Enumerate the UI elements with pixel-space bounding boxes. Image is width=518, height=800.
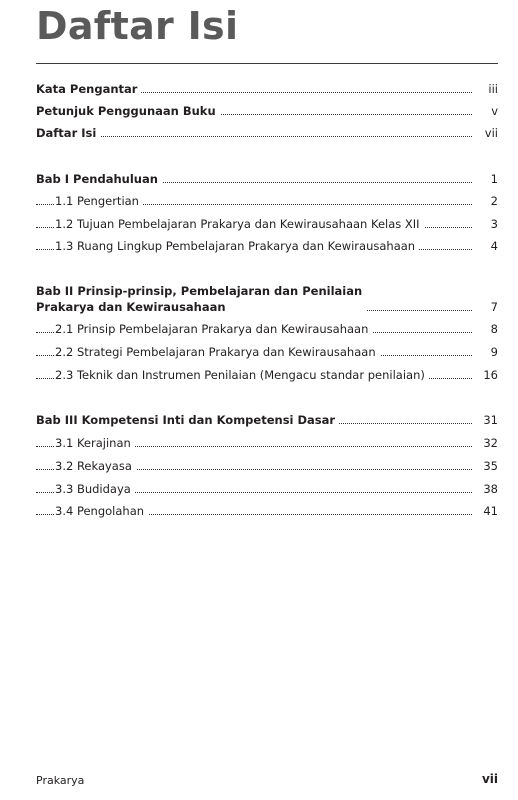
footer-book-title: Prakarya [36,774,85,787]
toc-entry-label: Petunjuk Penggunaan Buku [36,103,220,119]
toc-entry-kata-pengantar[interactable] [36,81,498,97]
toc-entry-label: Bab I Pendahuluan [36,171,162,187]
toc-entry-label-line2: Prakarya dan Kewirausahaan [36,300,226,314]
page-title: Daftar Isi [36,4,239,48]
toc-entry-page: 16 [483,368,498,382]
toc-entry-daftar-isi[interactable] [36,125,498,141]
toc-entry-1-1[interactable] [36,193,498,209]
toc-entry-label: 1.3 Ruang Lingkup Pembelajaran Prakarya dan Kewirausahaan [55,238,419,254]
toc-entry-label: 3.1 Kerajinan [55,435,135,451]
toc-entry-page: 4 [490,239,498,253]
toc-entry-page: 8 [490,322,498,336]
toc-entry-3-2[interactable] [36,458,498,474]
toc-entry-label: Daftar Isi [36,125,100,141]
toc-entry-bab-3[interactable] [36,412,498,428]
toc-entry-label: 2.3 Teknik dan Instrumen Penilaian (Mengacu standar penilaian) [55,367,429,383]
toc-entry-page: 3 [490,217,498,231]
toc-entry-page: 1 [490,172,498,186]
toc-entry-label [36,283,366,315]
toc-entry-label: 3.3 Budidaya [55,481,135,497]
toc-entry-petunjuk[interactable] [36,103,498,119]
footer-page-number: vii [481,772,498,786]
toc-entry-2-2[interactable] [36,344,498,360]
toc-entry-page: 2 [490,194,498,208]
toc-entry-2-1[interactable] [36,321,498,337]
toc-entry-label: 3.4 Pengolahan [55,503,148,519]
toc-entry-label: 2.2 Strategi Pembelajaran Prakarya dan Kewirausahaan [55,344,380,360]
toc-entry-page: vii [484,126,498,140]
toc-entry-page: 7 [490,300,498,314]
toc-entry-label: Bab III Kompetensi Inti dan Kompetensi Dasar [36,412,339,428]
toc-entry-label: Kata Pengantar [36,81,141,97]
toc-entry-3-3[interactable] [36,481,498,497]
dot-leader [36,136,472,137]
toc-entry-3-1[interactable] [36,435,498,451]
toc-entry-label: 1.2 Tujuan Pembelajaran Prakarya dan Kewirausahaan Kelas XII [55,216,424,232]
toc-entry-bab-2[interactable] [36,283,498,315]
toc-entry-1-3[interactable] [36,238,498,254]
toc-entry-page: 32 [483,436,498,450]
toc-entry-page: iii [488,82,498,96]
toc-entry-label: 3.2 Rekayasa [55,458,136,474]
toc-entry-page: 38 [483,482,498,496]
toc-entry-label: 2.1 Prinsip Pembelajaran Prakarya dan Kewirausahaan [55,321,372,337]
toc-entry-2-3[interactable] [36,367,498,383]
toc-entry-1-2[interactable] [36,216,498,232]
toc-entry-bab-1[interactable] [36,171,498,187]
toc-entry-page: 41 [483,504,498,518]
toc-entry-label: 1.1 Pengertian [55,193,143,209]
toc-entry-label-line1: Bab II Prinsip-prinsip, Pembelajaran dan Penilaian [36,284,363,298]
toc-entry-3-4[interactable] [36,503,498,519]
toc-entry-page: 35 [483,459,498,473]
toc-entry-page: 9 [490,345,498,359]
toc-entry-page: v [491,104,498,118]
toc-entry-page: 31 [483,413,498,427]
